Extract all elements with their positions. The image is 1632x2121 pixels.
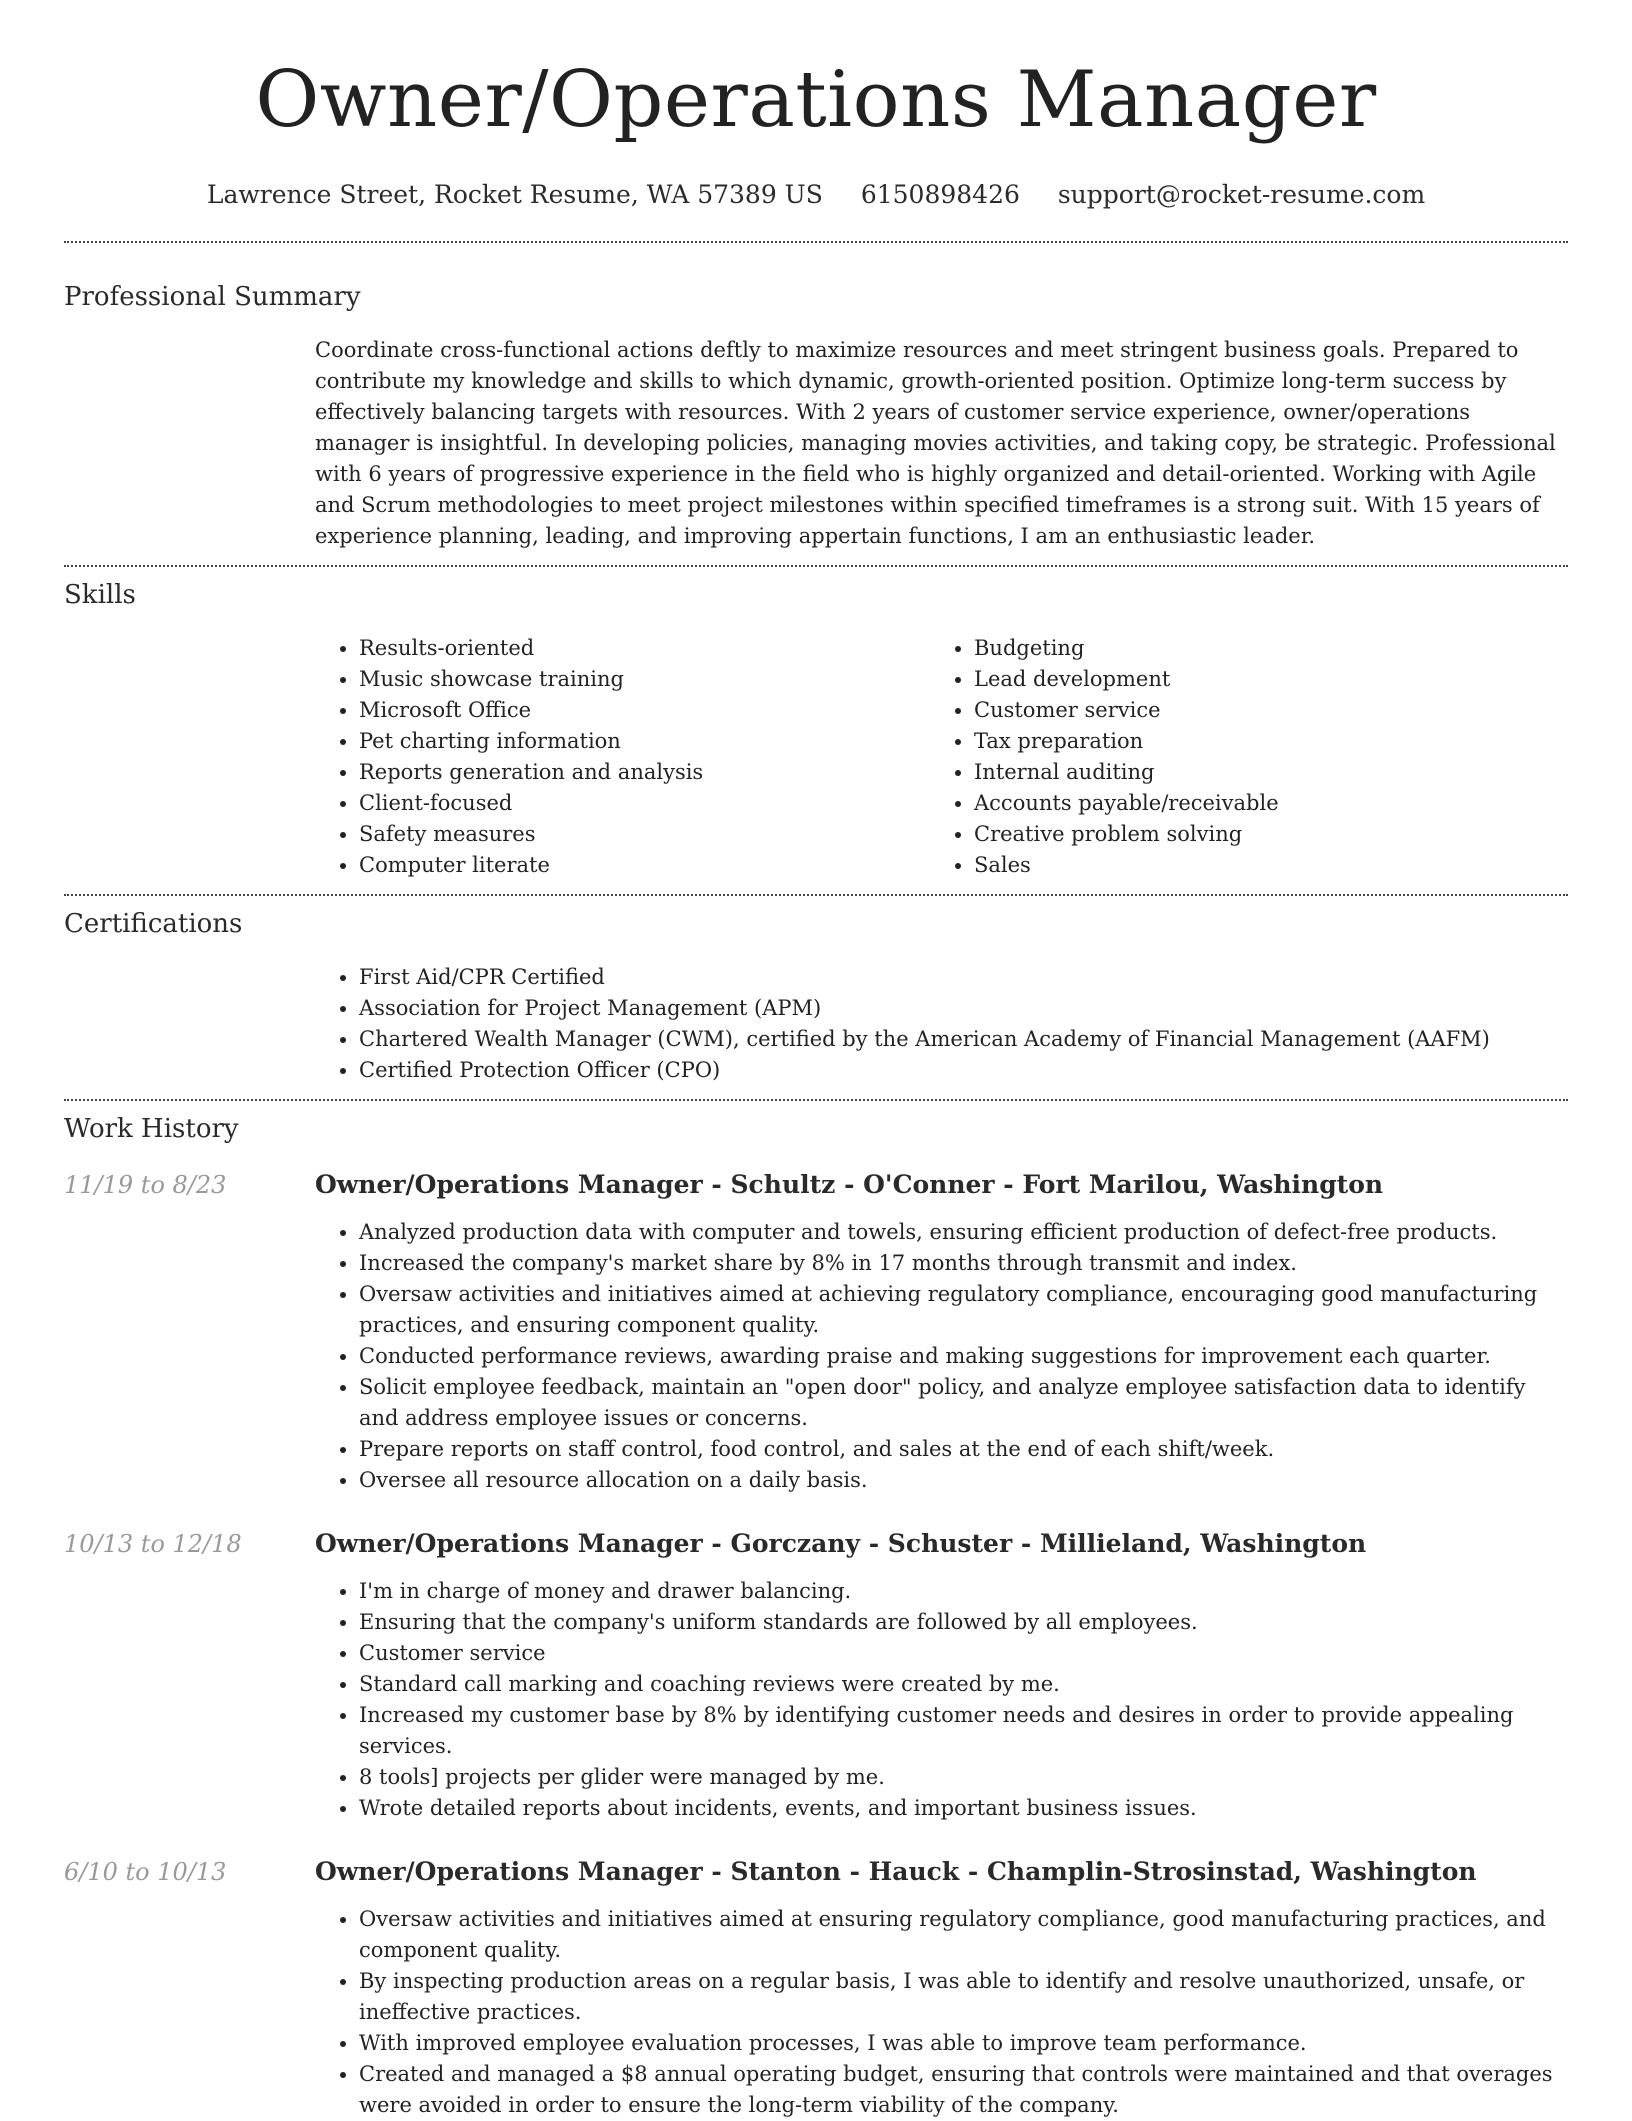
certification-item: • First Aid/CPR Certified bbox=[359, 962, 1568, 993]
work-history-section bbox=[64, 1101, 1568, 2121]
skill-item: • Creative problem solving bbox=[974, 819, 1568, 850]
summary-body bbox=[315, 335, 1568, 552]
job-bullet: • By inspecting production areas on a regular basis, I was able to identify and resolve unauthorized, unsafe, or ineffective practices. bbox=[359, 1966, 1568, 2028]
job-heading: Owner/Operations Manager - Schultz - O'Conner - Fort Marilou, Washington bbox=[315, 1170, 1384, 1199]
job-bullet: • Increased the company's market share by 8% in 17 months through transmit and index. bbox=[359, 1248, 1568, 1279]
job-heading: Owner/Operations Manager - Gorczany - Schuster - Millieland, Washington bbox=[315, 1529, 1367, 1558]
job-entry bbox=[64, 1168, 1568, 1496]
certification-item: • Association for Project Management (APM) bbox=[359, 993, 1568, 1024]
resume-title: Owner/Operations Manager bbox=[255, 55, 1377, 145]
skill-item: • Budgeting bbox=[974, 633, 1568, 664]
job-dates: 10/13 to 12/18 bbox=[64, 1530, 242, 1558]
skill-item: • Internal auditing bbox=[974, 757, 1568, 788]
job-bullet: • Oversaw activities and initiatives aimed at ensuring regulatory compliance, good manufacturing practices, and component quality. bbox=[359, 1904, 1568, 1966]
certifications-section bbox=[64, 896, 1568, 1099]
skill-item: • Microsoft Office bbox=[359, 695, 930, 726]
contact-address: Lawrence Street, Rocket Resume, WA 57389 US bbox=[206, 180, 823, 209]
certifications-body bbox=[315, 962, 1568, 1086]
job-bullet: • Customer service bbox=[359, 1638, 1568, 1669]
skill-item: • Pet charting information bbox=[359, 726, 930, 757]
job-bullet: • Increased my customer base by 8% by identifying customer needs and desires in order to provide appealing services. bbox=[359, 1700, 1568, 1762]
job-bullet: • Solicit employee feedback, maintain an "open door" policy, and analyze employee satisfaction data to identify and address employee issues or concerns. bbox=[359, 1372, 1568, 1434]
job-title: Owner/Operations Manager bbox=[315, 1529, 703, 1558]
contact-line bbox=[64, 178, 1568, 212]
skills-grid bbox=[315, 633, 1568, 881]
skill-item: • Accounts payable/receivable bbox=[974, 788, 1568, 819]
job-bullets bbox=[315, 1576, 1568, 1824]
certifications-heading: Certifications bbox=[64, 909, 243, 939]
job-bullet: • Oversaw activities and initiatives aimed at achieving regulatory compliance, encouraging good manufacturing practices, and ensuring component quality. bbox=[359, 1279, 1568, 1341]
skill-item: • Lead development bbox=[974, 664, 1568, 695]
job-bullet: • 8 tools] projects per glider were managed by me. bbox=[359, 1762, 1568, 1793]
job-title: Owner/Operations Manager bbox=[315, 1170, 703, 1199]
job-entry bbox=[64, 1527, 1568, 1824]
job-bullet: • Conducted performance reviews, awarding praise and making suggestions for improvement each quarter. bbox=[359, 1341, 1568, 1372]
job-bullet: • With improved employee evaluation processes, I was able to improve team performance. bbox=[359, 2028, 1568, 2059]
skill-item: • Client-focused bbox=[359, 788, 930, 819]
summary-section bbox=[64, 243, 1568, 565]
job-location: Champlin-Strosinstad, Washington bbox=[987, 1857, 1477, 1886]
skill-item: • Safety measures bbox=[359, 819, 930, 850]
skills-heading: Skills bbox=[64, 580, 136, 610]
job-title: Owner/Operations Manager bbox=[315, 1857, 703, 1886]
job-bullet: • Analyzed production data with computer and towels, ensuring efficient production of defect-free products. bbox=[359, 1217, 1568, 1248]
job-location: Millieland, Washington bbox=[1039, 1529, 1367, 1558]
skill-item: • Customer service bbox=[974, 695, 1568, 726]
job-bullet: • Ensuring that the company's uniform standards are followed by all employees. bbox=[359, 1607, 1568, 1638]
certification-item: • Chartered Wealth Manager (CWM), certified by the American Academy of Financial Management (AAFM) bbox=[359, 1024, 1568, 1055]
skill-item: • Results-oriented bbox=[359, 633, 930, 664]
job-company: Stanton - Hauck bbox=[730, 1857, 960, 1886]
job-details bbox=[315, 1855, 1568, 2121]
job-bullet: • Prepare reports on staff control, food control, and sales at the end of each shift/week. bbox=[359, 1434, 1568, 1465]
job-details bbox=[315, 1527, 1568, 1824]
job-entry bbox=[64, 1855, 1568, 2121]
skill-item: • Music showcase training bbox=[359, 664, 930, 695]
work-history-heading: Work History bbox=[64, 1114, 239, 1144]
job-bullets bbox=[315, 1217, 1568, 1496]
job-dates: 6/10 to 10/13 bbox=[64, 1858, 227, 1886]
job-bullet: • I'm in charge of money and drawer balancing. bbox=[359, 1576, 1568, 1607]
certifications-list bbox=[315, 962, 1568, 1086]
skills-section bbox=[64, 567, 1568, 894]
skills-list-left bbox=[315, 633, 930, 881]
skills-list-right bbox=[930, 633, 1568, 881]
contact-email: support@rocket-resume.com bbox=[1057, 180, 1426, 209]
job-heading: Owner/Operations Manager - Stanton - Hauck - Champlin-Strosinstad, Washington bbox=[315, 1857, 1477, 1886]
job-company: Schultz - O'Conner bbox=[730, 1170, 995, 1199]
job-location: Fort Marilou, Washington bbox=[1022, 1170, 1384, 1199]
skill-item: • Reports generation and analysis bbox=[359, 757, 930, 788]
job-bullet: • Standard call marking and coaching reviews were created by me. bbox=[359, 1669, 1568, 1700]
contact-phone: 6150898426 bbox=[860, 180, 1020, 209]
summary-heading: Professional Summary bbox=[64, 282, 361, 312]
skill-item: • Tax preparation bbox=[974, 726, 1568, 757]
certification-item: • Certified Protection Officer (CPO) bbox=[359, 1055, 1568, 1086]
job-company: Gorczany - Schuster bbox=[730, 1529, 1013, 1558]
job-bullet: • Wrote detailed reports about incidents, events, and important business issues. bbox=[359, 1793, 1568, 1824]
job-bullet: • Oversee all resource allocation on a daily basis. bbox=[359, 1465, 1568, 1496]
skill-item: • Computer literate bbox=[359, 850, 930, 881]
job-dates: 11/19 to 8/23 bbox=[64, 1171, 227, 1199]
skill-item: • Sales bbox=[974, 850, 1568, 881]
summary-text: Coordinate cross-functional actions deftly to maximize resources and meet stringent business goals. Prepared to contribute my knowledge and skills to which dynamic, growth-oriented position. Optimize long-term success by effectively balancing targets with resources. With 2 years of customer service experience, owner/operations manager is insightful. In developing policies, managing movies activities, and taking copy, be strategic. Professional with 6 years of progressive experience in the field who is highly organized and detail-oriented. Working with Agile and Scrum methodologies to meet project milestones within specified timeframes is a strong suit. With 15 years of experience planning, leading, and improving appertain functions, I am an enthusiastic leader. bbox=[315, 338, 1556, 548]
job-details bbox=[315, 1168, 1568, 1496]
job-bullets bbox=[315, 1904, 1568, 2121]
job-bullet: • Created and managed a $8 annual operating budget, ensuring that controls were maintained and that overages were avoided in order to ensure the long-term viability of the company. bbox=[359, 2059, 1568, 2121]
